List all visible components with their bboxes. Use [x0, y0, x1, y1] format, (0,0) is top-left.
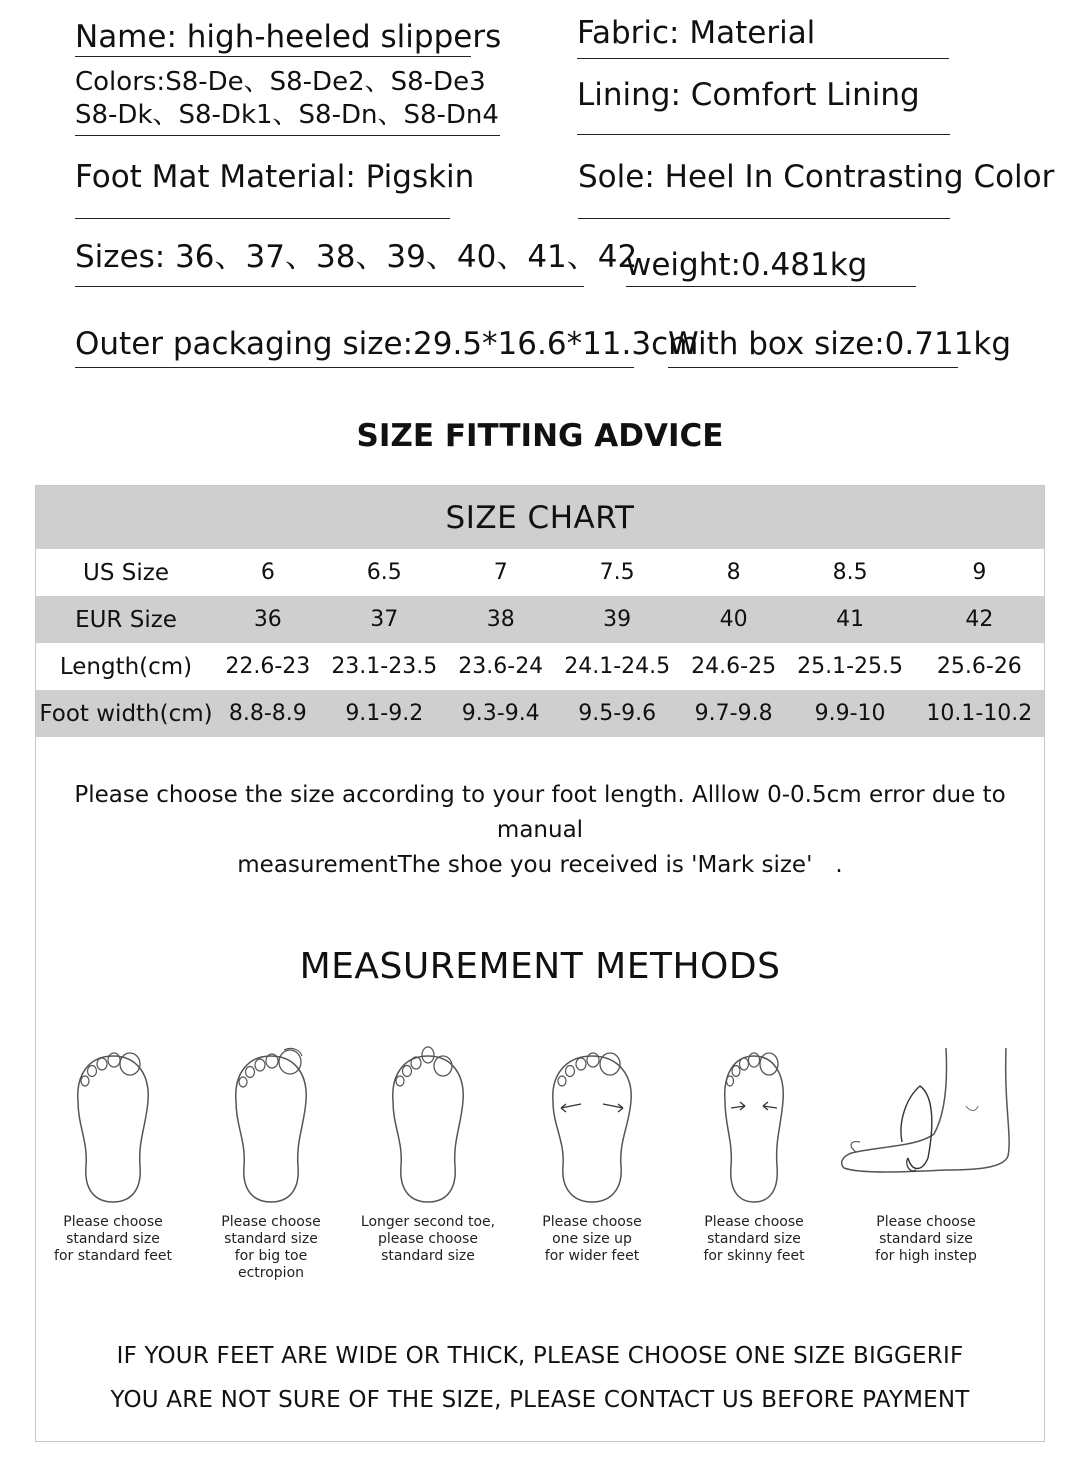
wide-foot-icon — [547, 1046, 637, 1206]
foot-caption: Longer second toe, please choose standard size — [360, 1214, 496, 1264]
size-cell: 24.1-24.5 — [564, 654, 671, 679]
footer-advice — [36, 1334, 1044, 1422]
size-cell: 22.6-23 — [225, 654, 311, 679]
spec-outer-packaging: Outer packaging size:29.5*16.6*11.3cm — [75, 327, 634, 368]
size-row — [36, 643, 1044, 690]
size-cell: 9.1-9.2 — [345, 701, 424, 726]
size-note-line1: Please choose the size according to your foot length. Alllow 0-0.5cm error due to manual — [74, 782, 1006, 843]
size-cell: 36 — [253, 607, 282, 632]
foot-item — [348, 1046, 508, 1265]
size-cell: 41 — [836, 607, 865, 632]
foot-item — [674, 1046, 834, 1265]
size-row — [36, 596, 1044, 643]
foot-item — [33, 1046, 193, 1265]
size-cell: 38 — [486, 607, 515, 632]
size-cell: 37 — [370, 607, 399, 632]
foot-caption: Please choose one size up for wider feet — [542, 1214, 642, 1264]
foot-item — [831, 1046, 1021, 1265]
size-cell: 39 — [603, 607, 632, 632]
size-cell: 6.5 — [366, 560, 402, 585]
size-cell: 42 — [965, 607, 994, 632]
size-cell: 9.9-10 — [814, 701, 886, 726]
big-toe-foot-icon — [226, 1046, 316, 1206]
size-fitting-advice-title: SIZE FITTING ADVICE — [356, 418, 724, 454]
size-cell: 23.6-24 — [458, 654, 544, 679]
size-cell: 40 — [719, 607, 748, 632]
size-cell: 8.8-8.9 — [228, 701, 307, 726]
foot-item — [512, 1046, 672, 1265]
size-cell: 10.1-10.2 — [926, 701, 1033, 726]
size-panel — [35, 485, 1045, 1442]
size-cell: 9.5-9.6 — [578, 701, 657, 726]
size-cell: 9.3-9.4 — [461, 701, 540, 726]
foot-caption: Please choose standard size for skinny feet — [703, 1214, 805, 1264]
size-row-label: EUR Size — [75, 606, 177, 633]
foot-item — [191, 1046, 351, 1282]
size-note — [36, 778, 1044, 883]
foot-caption: Please choose standard size for standard feet — [54, 1214, 172, 1264]
size-cell: 23.1-23.5 — [331, 654, 438, 679]
size-cell: 25.6-26 — [936, 654, 1022, 679]
size-chart-table — [36, 549, 1044, 737]
spec-foot-mat: Foot Mat Material: Pigskin — [75, 160, 450, 219]
size-cell: 6 — [260, 560, 275, 585]
spec-weight: weight:0.481kg — [626, 248, 916, 287]
size-cell: 24.6-25 — [691, 654, 777, 679]
foot-caption: Please choose standard size for high instep — [875, 1214, 977, 1264]
size-row-label: Foot width(cm) — [39, 700, 213, 727]
size-row — [36, 690, 1044, 737]
spec-box-weight: With box size:0.711kg — [668, 327, 958, 368]
measurement-feet — [36, 1046, 1044, 1306]
size-cell: 9.7-9.8 — [694, 701, 773, 726]
spec-fabric: Fabric: Material — [577, 16, 949, 59]
measurement-methods-title: MEASUREMENT METHODS — [299, 946, 781, 987]
spec-colors-line2: S8-Dk、S8-Dk1、S8-Dn、S8-Dn4 — [75, 99, 499, 130]
spec-lining: Lining: Comfort Lining — [577, 78, 950, 135]
size-chart-title: SIZE CHART — [36, 486, 1044, 549]
second-toe-foot-icon — [383, 1046, 473, 1206]
spec-name: Name: high-heeled slippers — [75, 20, 471, 57]
size-cell: 9 — [972, 560, 987, 585]
size-row — [36, 549, 1044, 596]
footer-line2: YOU ARE NOT SURE OF THE SIZE, PLEASE CONTACT US BEFORE PAYMENT — [110, 1387, 970, 1413]
size-row-label: Length(cm) — [59, 653, 193, 680]
size-cell: 8.5 — [832, 560, 868, 585]
skinny-foot-icon — [709, 1046, 799, 1206]
size-row-label: US Size — [83, 559, 169, 586]
spec-colors — [75, 66, 500, 136]
high-instep-foot-icon — [836, 1046, 1016, 1206]
standard-foot-icon — [68, 1046, 158, 1206]
size-cell: 8 — [726, 560, 741, 585]
foot-caption: Please choose standard size for big toe ectropion — [221, 1214, 321, 1281]
size-cell: 7 — [493, 560, 508, 585]
footer-line1: IF YOUR FEET ARE WIDE OR THICK, PLEASE CHOOSE ONE SIZE BIGGERIF — [116, 1343, 964, 1369]
size-cell: 7.5 — [599, 560, 635, 585]
spec-sole: Sole: Heel In Contrasting Color — [578, 160, 950, 219]
size-note-line2: measurementThe shoe you received is 'Mark size' . — [237, 852, 843, 878]
spec-sizes: Sizes: 36、37、38、39、40、41、42 — [75, 240, 584, 287]
spec-colors-line1: Colors:S8-De、S8-De2、S8-De3 — [75, 67, 486, 97]
size-cell: 25.1-25.5 — [797, 654, 904, 679]
